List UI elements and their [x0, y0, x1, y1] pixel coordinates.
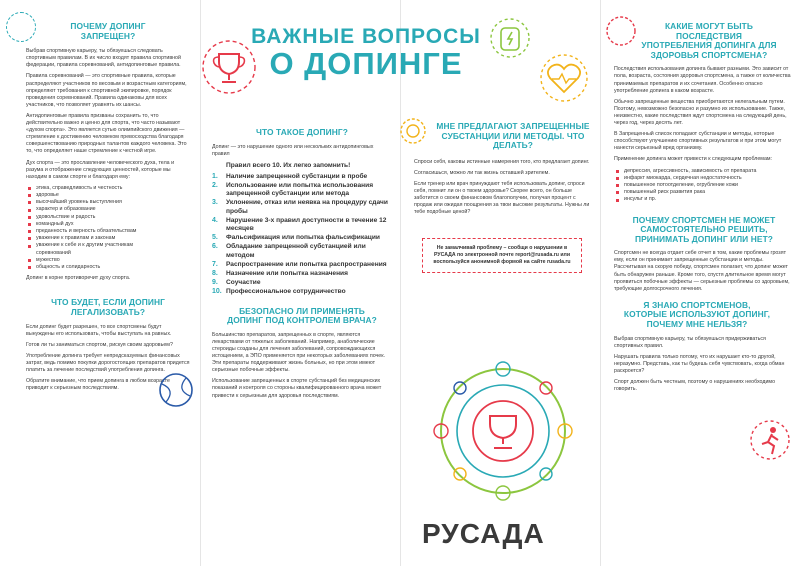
paragraph: Последствия использования допинга бывают разными. Это зависит от пола, возраста, состояния здоровья спортсмена, а также от количества принимаемых препаратов и их сочетания. Особенно опасно употребление допинга в каком возрасте. — [614, 66, 791, 94]
heading-what-is-doping: ЧТО ТАКОЕ ДОПИНГ? — [256, 127, 348, 137]
paragraph: Нарушать правила только потому, что их нарушает кто-то другой, неразумно. Представь, как ты будешь себя чувствовать, когда обман раскроется? — [614, 353, 785, 375]
values-list — [26, 185, 190, 271]
list-item: повышенное потоотделение, огрубление кожи — [614, 182, 794, 189]
paragraph: Употребление допинга требует непредсказуемых финансовых затрат, ведь помимо покупки дорогостоящих препаратов придется платить за лечение последствий употребления допинга. — [26, 352, 190, 373]
paragraph: Применение допинга может привести к следующим проблемам: — [614, 156, 773, 163]
paragraph: Выбрав спортивную карьеру, ты обязуешься придерживаться спортивных правил. — [614, 335, 766, 349]
list-item: инсульт и пр. — [614, 196, 794, 203]
title-line-2: О ДОПИНГЕ — [269, 46, 463, 81]
heading-why-banned: ПОЧЕМУ ДОПИНГ ЗАПРЕЩЕН? — [70, 21, 146, 41]
paragraph: Антидопинговые правила призваны сохранить то, что действительно важно и ценно для спорта, что часто называют «духом спорта». Это является сутью олимпийского движения — стремление к достижению человеком превосходства благодаря совершенствованию природных талантов каждого человека. Это то, что определяет наше стремление к честной игре. — [26, 112, 187, 155]
list-item: удовольствие и радость — [26, 214, 190, 221]
paragraph: Обычно запрещенные вещества приобретаются нелегальным путем. Поэтому, невозможно безопасно и разумно их использование. Также, неизвестно, какие последствия ждут спортсмена на следующий день, через год, через десять лет. — [614, 98, 787, 127]
rules-list — [212, 173, 392, 297]
list-item: 7. Распространение или попытка распространения — [212, 260, 387, 268]
paragraph: Согласишься, можно ли так жизнь оставшей зрителем. — [414, 169, 550, 176]
list-item: 4. Нарушение 3-х правил доступности в течение 12 месяцев — [212, 216, 387, 232]
list-item: 8. Назначение или попытка назначения — [212, 270, 348, 278]
paragraph: Допинг — это нарушение одного или нескольких антидопинговых правил — [212, 143, 374, 157]
paragraph: Использование запрещенных в спорте субстанций без медицинских показаний и контроля со стороны квалифицированного врача может привести к серьезным для здоровья последствиям. — [212, 378, 382, 399]
column-4 — [600, 0, 800, 566]
list-item: уважение к правилам и законам — [26, 235, 190, 242]
paragraph: Готов ли ты заниматься спортом, рискуя своим здоровьем? — [26, 341, 173, 348]
list-item: высочайший уровень выступления — [26, 199, 190, 206]
paragraph: В Запрещенный список попадают субстанции и методы, которые способствуют улучшению спортивных результатов и при этом могут нанести серьезный вред организму. — [614, 131, 782, 152]
list-item: характер и образование — [26, 206, 190, 213]
list-item: здоровье — [26, 192, 190, 199]
heading-safe-under-doctor: БЕЗОПАСНО ЛИ ПРИМЕНЯТЬ ДОПИНГ ПОД КОНТРОЛЕМ ВРАЧА? — [227, 305, 377, 326]
warning-icon — [604, 14, 638, 48]
list-item: повышенный риск развития рака — [614, 189, 794, 196]
paragraph: Допинг в корне противоречит духу спорта. — [26, 275, 131, 282]
list-item: 3. Уклонение, отказ или неявка на процедуру сдачи пробы — [212, 199, 388, 215]
column-1 — [0, 0, 200, 566]
effects-list — [614, 168, 794, 204]
paragraph: Обратите внимание, что прием допинга в любом возрасте приводит к серьезным последствиям. — [26, 378, 170, 392]
heading-legalize: ЧТО БУДЕТ, ЕСЛИ ДОПИНГ ЛЕГАЛИЗОВАТЬ? — [51, 297, 165, 317]
list-item: 10. Профессиональное сотрудничество — [212, 288, 346, 296]
paragraph: Если допинг будет разрешен, то все спортсмены будут вынуждены его использовать, чтобы выступать на равных. — [26, 323, 172, 337]
list-item: депрессия, агрессивность, зависимость от препарата — [614, 168, 794, 175]
list-item: 1. Наличие запрещенной субстанции в пробе — [212, 172, 368, 180]
rusada-logo: РУСАДА — [422, 518, 545, 549]
runner-icon — [748, 418, 792, 462]
heading-why-not-decide: ПОЧЕМУ СПОРТСМЕН НЕ МОЖЕТ САМОСТОЯТЕЛЬНО РЕШИТЬ, ПРИНИМАТЬ ДОПИНГ ИЛИ НЕТ? — [632, 214, 776, 244]
list-item: преданность и верность обязательствам — [26, 228, 190, 235]
tennis-ball-icon — [156, 370, 196, 410]
paragraph: Дух спорта — это прославление человеческого духа, тела и разума и отображение следующих ценностей, которые мы находим в самом спорте и благодаря ему: — [26, 159, 175, 180]
heading-others-use: Я ЗНАЮ СПОРТСМЕНОВ, КОТОРЫЕ ИСПОЛЬЗУЮТ ДОПИНГ, ПОЧЕМУ МНЕ НЕЛЬЗЯ? — [623, 299, 771, 330]
paragraph: Спорт должен быть честным, поэтому о нарушениях необходимо говорить. — [614, 379, 776, 393]
list-item: 2. Использование или попытка использования запрещенной субстанции или метода — [212, 181, 374, 198]
report-text: Не замалчивай проблему – сообщи о нарушении в РУСАДА по электронной почте report@rusada.ru или воспользуйся анонимной формой на сайте rusada.ru — [433, 245, 571, 266]
report-box — [422, 238, 582, 273]
scales-icon — [6, 12, 36, 42]
list-item: мужество — [26, 257, 190, 264]
paragraph: Если тренер или врач принуждают тебя использовать допинг, спроси себя, помнит ли он о твоем здоровье? Скорее всего, он больше заботится о своем финансовом благополучии, получая процент с продаж или ожидая поощрения за твои высокие результаты. Нужны ли тебе подобные ценой? — [414, 180, 590, 216]
medal-icon — [398, 116, 428, 146]
sports-wheel-illustration — [428, 356, 578, 506]
paragraph: Спроси себя, каковы истинные намерения того, кто предлагает допинг. — [414, 158, 590, 165]
list-item: 9. Соучастие — [212, 279, 261, 287]
list-item: командный дух — [26, 221, 190, 228]
list-item: 6. Обладание запрещенной субстанцией или методом — [212, 243, 366, 259]
title-line-1: ВАЖНЫЕ ВОПРОСЫ — [251, 25, 481, 48]
heartbeat-icon — [538, 52, 590, 104]
list-item: инфаркт миокарда, сердечная недостаточность — [614, 175, 794, 182]
paragraph: Выбрав спортивную карьеру, ты обязуешься следовать спортивным правилам. В их число входят правила спортивной федерации, правила соревнований, антидопинговые правила. — [26, 48, 181, 69]
list-item: уважение к себе и к другим участникам соревнований — [26, 242, 190, 256]
heading-offered-substances: МНЕ ПРЕДЛАГАЮТ ЗАПРЕЩЕННЫЕ СУБСТАНЦИИ ИЛИ МЕТОДЫ. ЧТО ДЕЛАТЬ? — [436, 121, 590, 151]
list-item: общность и солидарность — [26, 264, 190, 271]
paragraph: Правила соревнований — это спортивные правила, которые распределяют участников по весовым и возрастным категориям, определяют требования к спортивной экипировке, порядок проведения соревнований. Правила одинаковы для всех участников, что позволяет уравнять их шансы. — [26, 73, 187, 108]
list-item: 5. Фальсификация или попытка фальсификации — [212, 234, 380, 242]
heading-consequences: КАКИЕ МОГУТ БЫТЬ ПОСЛЕДСТВИЯ УПОТРЕБЛЕНИЯ ДОПИНГА ДЛЯ ЗДОРОВЬЯ СПОРТСМЕНА? — [641, 21, 777, 60]
list-item: этика, справедливость и честность — [26, 185, 190, 192]
rules-lead: Правил всего 10. Их легко запомнить! — [226, 161, 351, 169]
paragraph: Спортсмен не всегда отдает себе отчет в том, какие проблемы грозят ему, если он принимает запрещенные субстанции и методы. Рассчитывая на скорую победу, спортсмен полагает, что допинг может быть обнаружен раньше. Кроме того, спустя длительное время могут проявиться побочные эффекты — серьезные проблемы со здоровьем, требующие долгосрочного лечения. — [614, 250, 790, 292]
trophy-icon — [200, 38, 258, 96]
paragraph: Большинство препаратов, запрещенных в спорте, являются лекарствами от тяжелых заболеваний. Например, анаболические стероиды созданы для лечения заболеваний, сопровождающихся истощением, а ЭПО применяется при некоторых заболеваниях почек. Эти препараты поддерживают жизнь больных, но при этом имеют серьезные побочные эффекты. — [212, 331, 386, 374]
